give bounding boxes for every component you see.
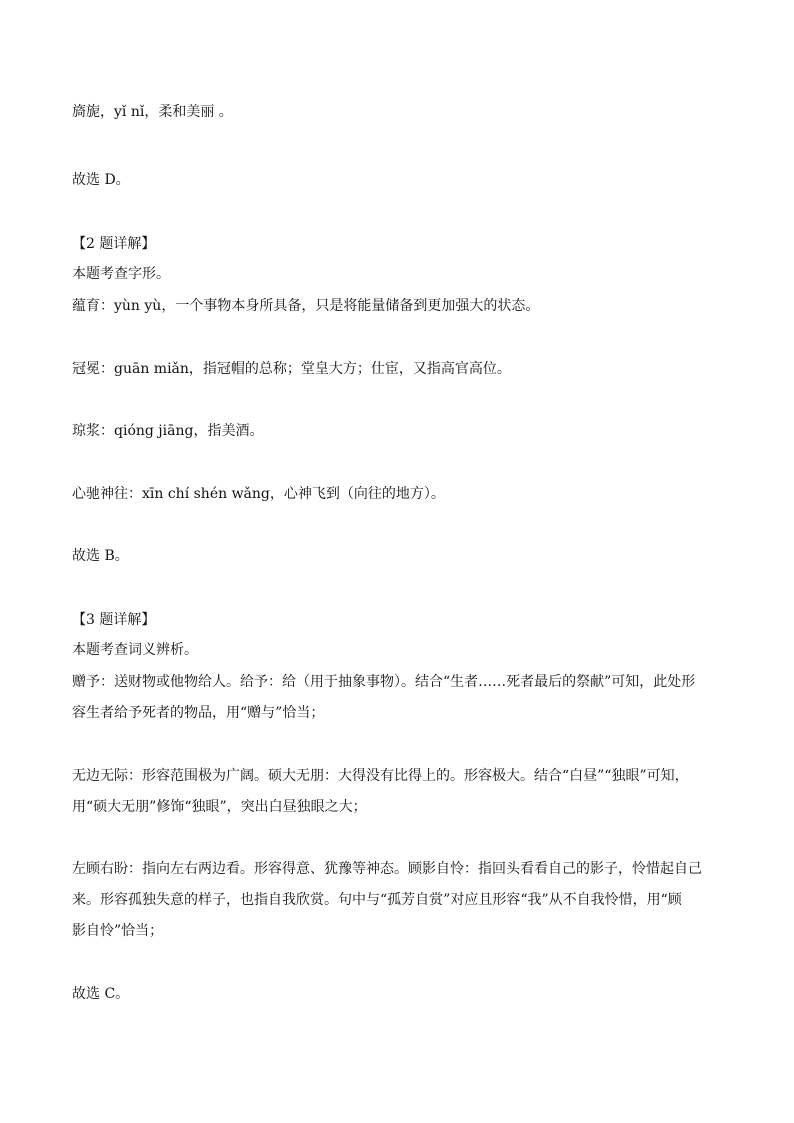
word-explanation-line: 无边无际：形容范围极为广阔。硕大无朋：大得没有比得上的。形容极大。结合“白昼”“独眼”可知， bbox=[72, 768, 689, 784]
answer-choice-line: 故选 D。 bbox=[72, 172, 130, 188]
word-explanation-line: 琼浆：qióng jiāng，指美酒。 bbox=[72, 423, 264, 439]
answer-choice-line: 故选 B。 bbox=[72, 548, 129, 564]
word-explanation-line: 左顾右盼：指向左右两边看。形容得意、犹豫等神态。顾影自怜：指回头看看自己的影子，怜惜起自己 bbox=[72, 861, 702, 877]
question-2-heading: 【2 题详解】 bbox=[72, 236, 156, 252]
word-explanation-line: 影自怜”恰当； bbox=[72, 923, 164, 939]
question-3-topic: 本题考查词义辨析。 bbox=[72, 642, 198, 658]
word-explanation-line: 来。形容孤独失意的样子，也指自我欣赏。句中与“孤芳自赏”对应且形容“我”从不自我怜惜，用“顾 bbox=[72, 892, 682, 908]
word-explanation-line: 蕴育：yùn yù，一个事物本身所具备，只是将能量储备到更加强大的状态。 bbox=[72, 298, 540, 314]
word-explanation-line: 冠冕：guān miǎn，指冠帽的总称；堂皇大方；仕宦，又指高官高位。 bbox=[72, 361, 511, 377]
answer-choice-line: 故选 C。 bbox=[72, 986, 130, 1002]
question-2-topic: 本题考查字形。 bbox=[72, 266, 170, 282]
word-explanation-line: 容生者给予死者的物品，用“赠与”恰当； bbox=[72, 705, 325, 721]
word-explanation-line: 赠予：送财物或他物给人。给予：给（用于抽象事物）。结合“生者……死者最后的祭献”可知，此处形 bbox=[72, 674, 696, 690]
answer-explanation-line: 旖旎，yǐ nǐ，柔和美丽 。 bbox=[72, 104, 233, 120]
word-explanation-line: 用“硕大无朋”修饰“独眼”，突出白昼独眼之大； bbox=[72, 799, 367, 815]
word-explanation-line: 心驰神往：xīn chí shén wǎng，心神飞到（向往的地方）。 bbox=[72, 486, 445, 502]
question-3-heading: 【3 题详解】 bbox=[72, 612, 156, 628]
